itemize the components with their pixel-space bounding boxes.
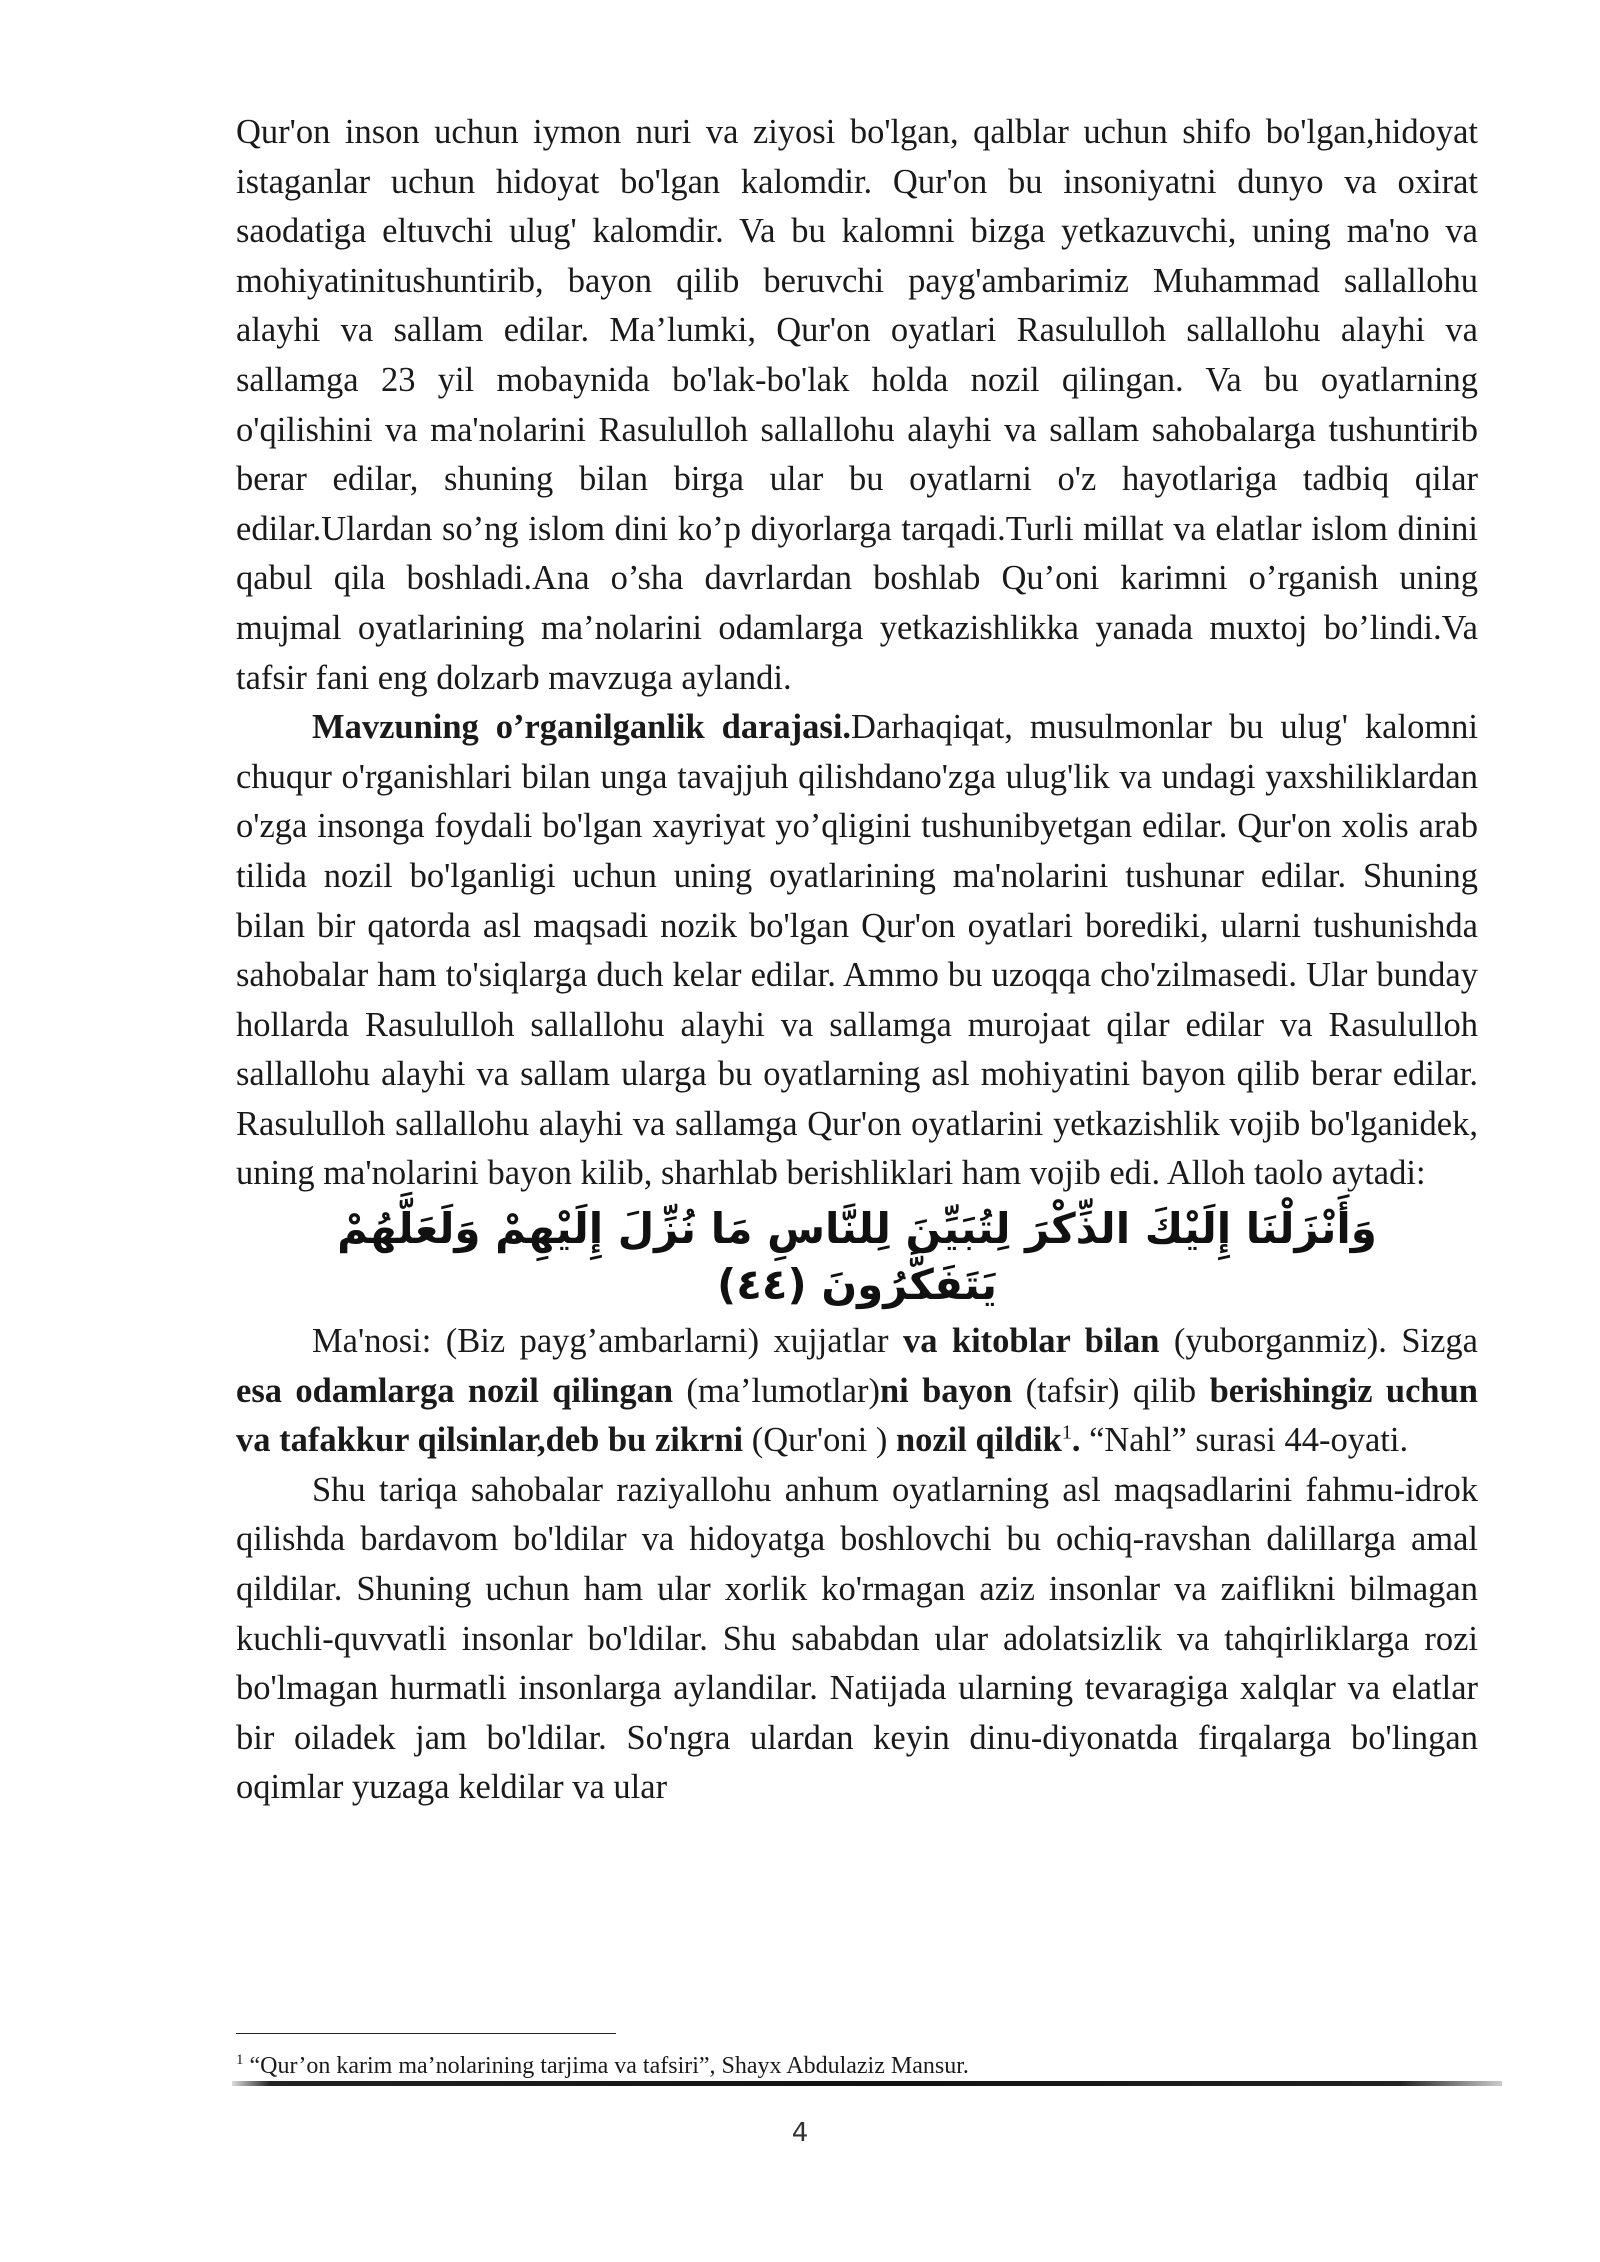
footnote-separator: [236, 2033, 616, 2034]
footnote: [236, 2044, 1478, 2082]
footnote-mark: 1: [236, 2052, 244, 2068]
paragraph-companions: Shu tariqa sahobalar raziyallohu anhum oyatlarning asl maqsadlarini fahmu-idrok qilishda bardavom bo'ldilar va hidoyatga boshlovchi bu ochiq-ravshan dalillarga amal qildilar. Shuning uchun ham ular xorlik ko'rmagan aziz insonlar va zaiflikni bilmagan kuchli-quvvatli insonlar bo'ldilar. Shu sababdan ular adolatsizlik va tahqirliklarga rozi bo'lmagan hurmatli insonlarga aylandilar. Natijada ularning tevaragiga xalqlar va elatlar bir oiladek jam bo'ldilar. So'ngra ulardan keyin dinu-diyonatda firqalarga bo'lingan oqimlar yuzaga keldilar va ular: [236, 1470, 1478, 1807]
meaning-text-c: (yuborganmiz). Sizga: [1159, 1322, 1478, 1361]
footnote-text: “Qur’on karim ma’nolarining tarjima va tafsiri”, Shayx Abdulaziz Mansur.: [243, 2053, 969, 2079]
meaning-bold-f: ni bayon: [879, 1371, 1013, 1410]
meaning-text-e: (ma’lumotlar): [673, 1371, 880, 1410]
paragraph-study-level-body: Darhaqiqat, musulmonlar bu ulug' kalomni chuqur o'rganishlari bilan unga tavajjuh qilishdano'zga ulug'lik va undagi yaxshiliklardan o'zga insonga foydali bo'lgan xayriyat yo’qligini tushunibyetgan edilar. Qur'on xolis arab tilida nozil bo'lganligi uchun uning oyatlarining ma'nolarini tushunar edilar. Shuning bilan bir qatorda asl maqsadi nozik bo'lgan Qur'on oyatlari borediki, ularni tushunishda sahobalar ham to'siqlarga duch kelar edilar. Ammo bu uzoqqa cho'zilmasedi. Ular bunday hollarda Rasululloh sallallohu alayhi va sallamga murojaat qilar edilar va Rasululloh sallallohu alayhi va sallam ularga bu oyatlarning asl mohiyatini bayon qilib berar edilar. Rasululloh sallallohu alayhi va sallamga Qur'on oyatlarini yetkazishlik vojib bo'lganidek, uning ma'nolarini bayon kilib, sharhlab berishliklari ham vojib edi. Alloh taolo aytadi:: [236, 708, 1478, 1193]
section-heading: Mavzuning o’rganilganlik darajasi.: [312, 708, 852, 747]
meaning-bold-d: esa odamlarga nozil qilingan: [236, 1371, 674, 1410]
page-number: 4: [791, 2118, 809, 2148]
meaning-source: “Nahl” surasi 44-oyati.: [1080, 1421, 1409, 1460]
footer-rule: [232, 2081, 1502, 2086]
footnote-reference[interactable]: 1: [1061, 1421, 1072, 1444]
meaning-text-a: Ma'nosi: (Biz payg’ambarlarni) xujjatlar: [312, 1322, 903, 1361]
arabic-verse: وَأَنْزَلْنَا إِلَيْكَ الذِّكْرَ لِتُبَيِّنَ لِلنَّاسِ مَا نُزِّلَ إِلَيْهِمْ وَلَعَلَّهُمْ يَتَفَكَّرُونَ (٤٤): [337, 1204, 1377, 1310]
meaning-bold-h: berishingiz uchun va tafakkur qilsinlar,deb bu zikrni: [236, 1371, 1478, 1460]
body-text: [236, 108, 1478, 1813]
meaning-bold-b: va kitoblar bilan: [902, 1322, 1160, 1361]
paragraph-study-level: [236, 703, 1478, 1199]
meaning-bold-j: nozil qildik: [895, 1421, 1062, 1460]
meaning-text-g: (tafsir) qilib: [1012, 1371, 1210, 1410]
meaning-bold-k: .: [1071, 1421, 1081, 1460]
meaning-text-i: (Qur'oni ): [743, 1421, 896, 1460]
paragraph-meaning: [236, 1317, 1478, 1466]
paragraph-intro: Qur'on inson uchun iymon nuri va ziyosi bo'lgan, qalblar uchun shifo bo'lgan,hidoyat istaganlar uchun hidoyat bo'lgan kalomdir. Qur'on bu insoniyatni dunyo va oxirat saodatiga eltuvchi ulug' kalomdir. Va bu kalomni bizga yetkazuvchi, uning ma'no va mohiyatinitushuntirib, bayon qilib beruvchi payg'ambarimiz Muhammad sallallohu alayhi va sallam edilar. Ma’lumki, Qur'on oyatlari Rasululloh sallallohu alayhi va sallamga 23 yil mobaynida bo'lak-bo'lak holda nozil qilingan. Va bu oyatlarning o'qilishini va ma'nolarini Rasululloh sallallohu alayhi va sallam sahobalarga tushuntirib berar edilar, shuning bilan birga ular bu oyatlarni o'z hayotlariga tadbiq qilar edilar.Ulardan so’ng islom dini ko’p diyorlarga tarqadi.Turli millat va elatlar islom dinini qabul qila boshladi.Ana o’sha davrlardan boshlab Qu’oni karimni o’rganish uning mujmal oyatlarining ma’nolarini odamlarga yetkazishlikka yanada muxtoj bo’lindi.Va tafsir fani eng dolzarb mavzuga aylandi.: [236, 113, 1478, 697]
